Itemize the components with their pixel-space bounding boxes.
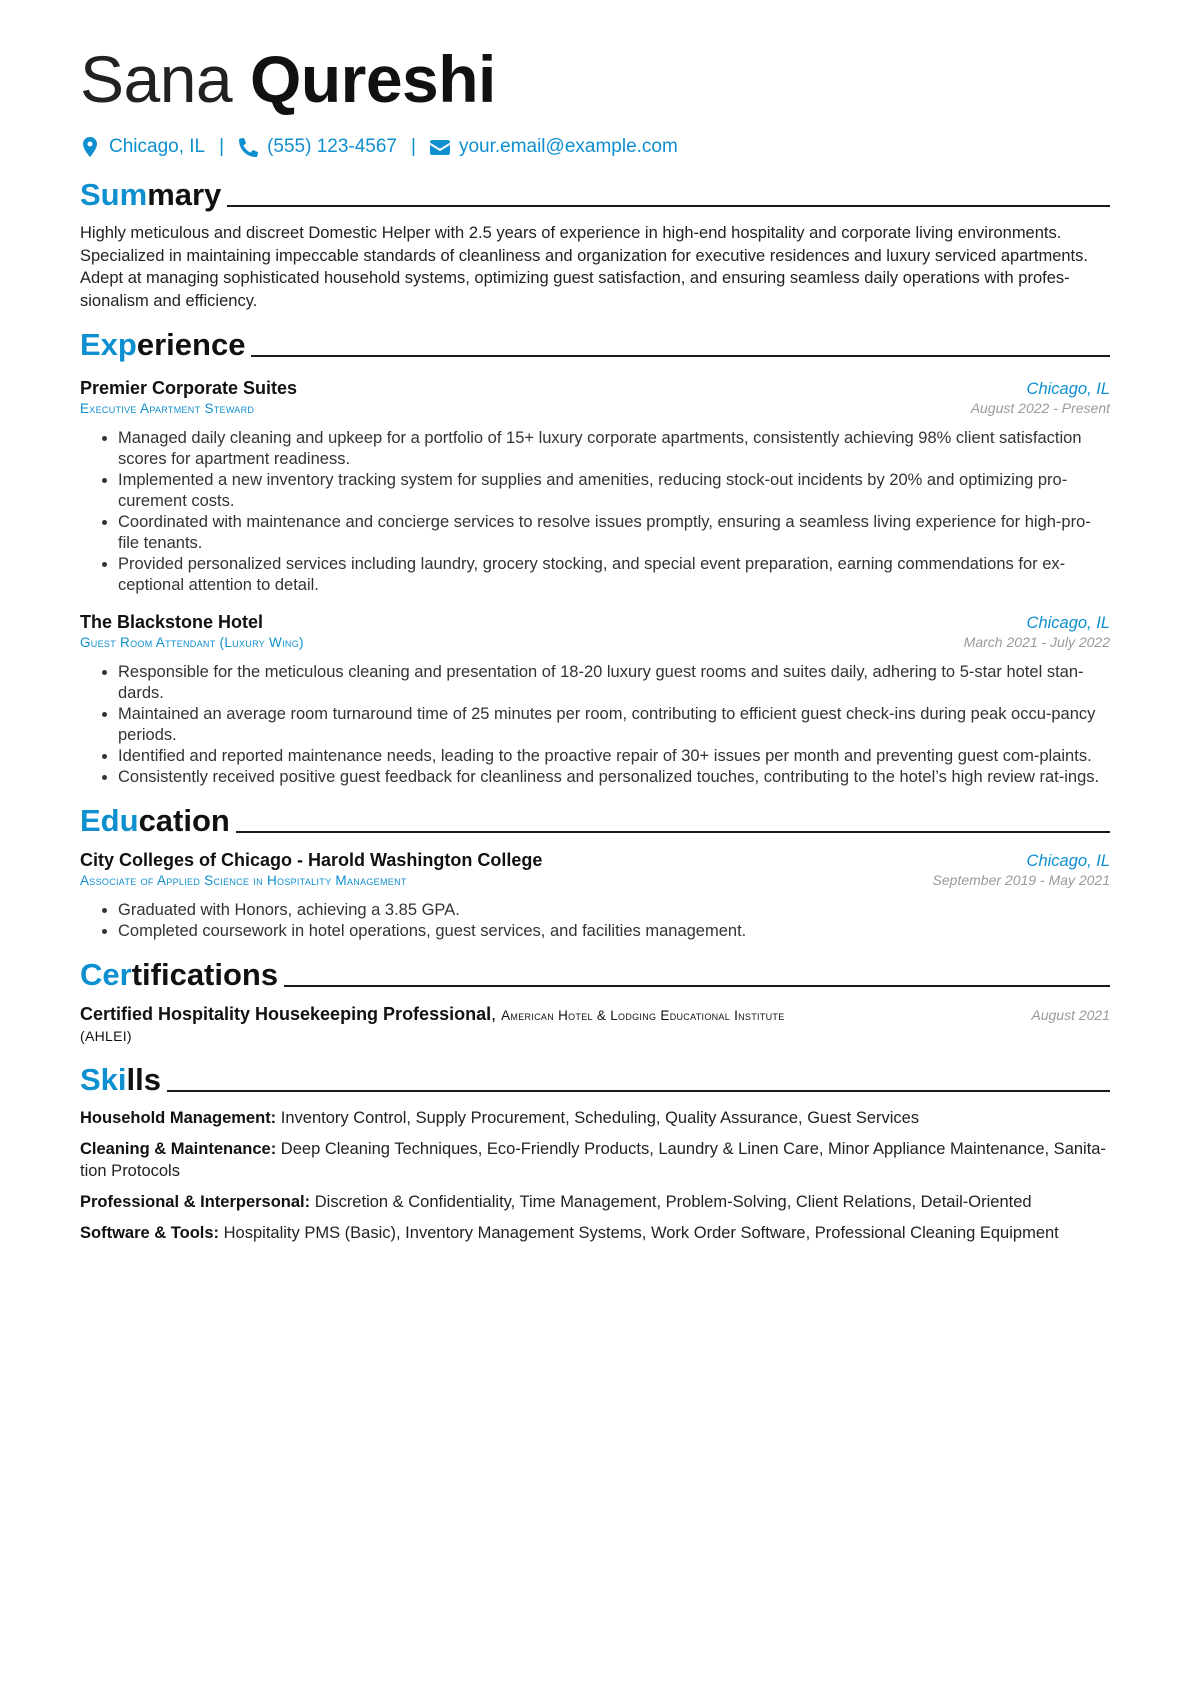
- contact-bar: [80, 134, 1110, 160]
- location-text: Chicago, IL: [109, 136, 206, 157]
- job-dates: March 2021 - July 2022: [963, 634, 1110, 650]
- bullet-item: • Completed coursework in hotel operations, guest services, and facilities management.: [118, 921, 1110, 942]
- section-rule: [251, 355, 1110, 357]
- certification-date: August 2021: [1031, 1007, 1110, 1023]
- section-title: [80, 328, 245, 362]
- entry-sub-row: [80, 633, 1110, 650]
- certification-issuer-abbr: (AHLEI): [80, 1028, 132, 1044]
- section-rule: [236, 831, 1110, 833]
- skill-row: [80, 1191, 1110, 1213]
- job-bullets: [80, 428, 1110, 596]
- section-title: [80, 804, 230, 838]
- job-title: Executive Apartment Steward: [80, 401, 255, 416]
- entry-sub-row: [80, 871, 1110, 888]
- bullet-item: • Managed daily cleaning and upkeep for a portfolio of 15+ luxury corporate apartments, consistently achieving 98% client satisfaction scores for apartment readiness.: [118, 428, 1110, 470]
- job-dates: August 2022 - Present: [970, 400, 1110, 416]
- skill-values: Discretion & Confidentiality, Time Management, Problem-Solving, Client Relations, Detail-Oriented: [314, 1193, 1032, 1211]
- section-rule: [227, 205, 1110, 207]
- first-name: Sana: [80, 42, 233, 116]
- last-name: Qureshi: [249, 42, 496, 116]
- job-entry: [80, 378, 1110, 596]
- skill-values: Inventory Control, Supply Procurement, Scheduling, Quality Assurance, Guest Services: [280, 1109, 920, 1127]
- skills-section: [80, 1059, 1110, 1244]
- contact-location: [80, 136, 205, 158]
- employer-name: The Blackstone Hotel: [80, 612, 264, 632]
- contact-separator: |: [219, 136, 225, 157]
- map-pin-icon: [80, 136, 100, 158]
- title-accent: Edu: [80, 803, 139, 838]
- candidate-name: [80, 40, 1110, 118]
- education-section: [80, 800, 1110, 942]
- skills-list: [80, 1107, 1110, 1244]
- job-title: Guest Room Attendant (Luxury Wing): [80, 635, 304, 650]
- skill-category: Cleaning & Maintenance:: [80, 1140, 277, 1158]
- bullet-item: • Graduated with Honors, achieving a 3.85 GPA.: [118, 900, 1110, 921]
- section-header: [80, 800, 1110, 838]
- entry-sub-row: [80, 399, 1110, 416]
- school-location: Chicago, IL: [1026, 852, 1110, 870]
- bullet-item: • Consistently received positive guest feedback for cleanliness and personalized touches, contributing to the hotel’s high review rat-ings.: [118, 767, 1110, 788]
- email-text: your.email@example.com: [458, 136, 678, 157]
- phone-text: (555) 123-4567: [267, 136, 397, 157]
- certification-text: [80, 1004, 840, 1047]
- section-rule: [284, 985, 1110, 987]
- summary-section: [80, 174, 1110, 312]
- bullet-item: • Implemented a new inventory tracking system for supplies and amenities, reducing stock-out incidents by 20% and optimizing pro-curement costs.: [118, 470, 1110, 512]
- section-header: [80, 324, 1110, 362]
- degree-title: Associate of Applied Science in Hospitality Management: [80, 873, 407, 888]
- summary-text: Highly meticulous and discreet Domestic Helper with 2.5 years of experience in high-end hospitality and corporate living environments. Specialized in maintaining impeccable standards of cleanliness and organization for executive residences and luxury serviced apartments. Adept at managing sophisticated household systems, optimizing guest satisfaction, and ensuring seamless daily operations with profes-sionalism and efficiency.: [80, 224, 1088, 310]
- section-rule: [167, 1090, 1110, 1092]
- section-header: [80, 954, 1110, 992]
- section-header: [80, 174, 1110, 212]
- job-entry: [80, 612, 1110, 788]
- certification-entry: [80, 1004, 1110, 1047]
- contact-phone[interactable]: [238, 136, 397, 158]
- bullet-item: • Maintained an average room turnaround time of 25 minutes per room, contributing to efficient guest check-ins during peak occu-pancy periods.: [118, 704, 1110, 746]
- title-rest: mary: [147, 177, 222, 212]
- skill-row: [80, 1107, 1110, 1129]
- title-rest: lls: [126, 1062, 161, 1097]
- skill-row: [80, 1222, 1110, 1244]
- title-accent: Cer: [80, 957, 132, 992]
- section-header: [80, 1059, 1110, 1097]
- experience-section: [80, 324, 1110, 788]
- job-location: Chicago, IL: [1026, 614, 1110, 632]
- skill-category: Household Management:: [80, 1109, 277, 1127]
- title-accent: Exp: [80, 327, 137, 362]
- bullet-item: • Provided personalized services including laundry, grocery stocking, and special event preparation, earning commendations for ex-ceptional attention to detail.: [118, 554, 1110, 596]
- education-entry: [80, 850, 1110, 942]
- contact-separator: |: [411, 136, 416, 157]
- bullet-item: • Coordinated with maintenance and concierge services to resolve issues promptly, ensuring a seamless living experience for high-pro-file tenants.: [118, 512, 1110, 554]
- certification-comma: ,: [491, 1004, 502, 1024]
- job-bullets: [80, 662, 1110, 788]
- phone-icon: [238, 136, 258, 158]
- employer-name: Premier Corporate Suites: [80, 378, 298, 398]
- envelope-icon: [430, 136, 450, 158]
- title-accent: Sum: [80, 177, 148, 212]
- bullet-item: • Responsible for the meticulous cleaning and presentation of 18-20 luxury guest rooms and suites daily, adhering to 5-star hotel stan-dards.: [118, 662, 1110, 704]
- title-rest: tifications: [131, 957, 279, 992]
- contact-email[interactable]: [430, 136, 678, 158]
- education-bullets: [80, 900, 1110, 942]
- skill-category: Software & Tools:: [80, 1224, 220, 1242]
- education-dates: September 2019 - May 2021: [932, 872, 1110, 888]
- bullet-item: • Identified and reported maintenance needs, leading to the proactive repair of 30+ issues per month and preventing guest com-plaints.: [118, 746, 1110, 767]
- section-title: [80, 1063, 161, 1097]
- certification-issuer: American Hotel & Lodging Educational Institute: [501, 1008, 785, 1023]
- entry-top-row: [80, 378, 1110, 399]
- entry-top-row: [80, 612, 1110, 633]
- skill-values: Deep Cleaning Techniques, Eco-Friendly Products, Laundry & Linen Care, Minor Appliance Maintenance, Sanita-tion Protocols: [80, 1140, 1106, 1180]
- certification-name: Certified Hospitality Housekeeping Professional: [80, 1004, 492, 1024]
- title-rest: erience: [136, 327, 246, 362]
- job-location: Chicago, IL: [1026, 380, 1110, 398]
- section-title: [80, 178, 221, 212]
- school-name: City Colleges of Chicago - Harold Washington College: [80, 850, 543, 870]
- entry-top-row: [80, 850, 1110, 871]
- skill-values: Hospitality PMS (Basic), Inventory Management Systems, Work Order Software, Professional Cleaning Equipment: [223, 1224, 1059, 1242]
- title-rest: cation: [138, 803, 230, 838]
- skill-row: [80, 1138, 1110, 1182]
- section-title: [80, 958, 278, 992]
- skill-category: Professional & Interpersonal:: [80, 1193, 311, 1211]
- certifications-section: [80, 954, 1110, 1047]
- title-accent: Ski: [80, 1062, 127, 1097]
